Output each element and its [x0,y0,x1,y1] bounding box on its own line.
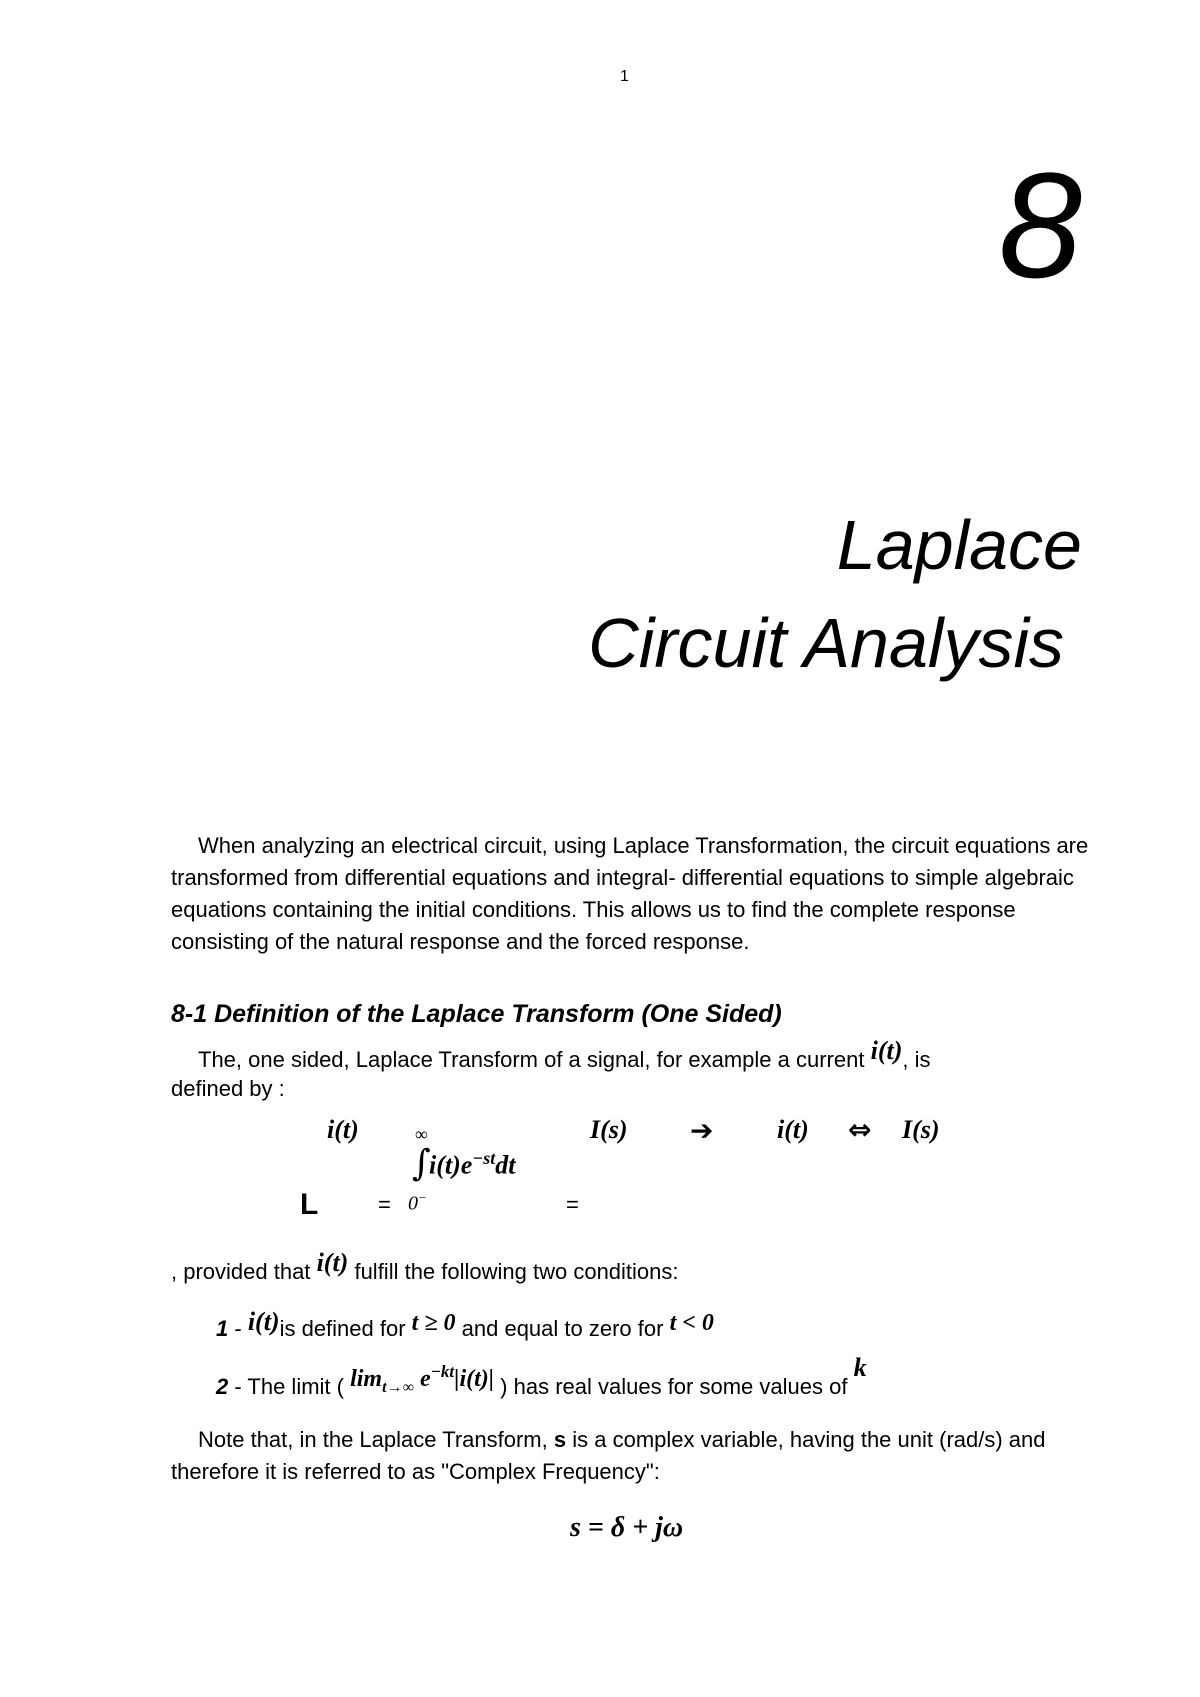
pair-Is: I(s) [902,1115,940,1144]
integrand-exponent: −st [472,1148,496,1168]
complex-frequency-equation: s = δ + jω [570,1512,684,1543]
condition-1-text1: is defined for [279,1316,406,1341]
lower-limit-value: 0 [408,1192,418,1215]
provided-line [171,1248,679,1286]
page-number: 1 [620,68,629,85]
abs-expression: |i(t)| [454,1366,495,1392]
chapter-title-line1: Laplace [836,506,1082,584]
condition-1-dash: - [228,1316,248,1341]
condition-2 [216,1353,867,1405]
chapter-title-line2: Circuit Analysis [588,604,1064,682]
condition-1-cond2: t < 0 [669,1310,714,1336]
eq-Is: I(s) [590,1115,628,1144]
note-text2: is a complex variable, having the unit (rad/s) and therefore it is referred to as "Complex Frequency": [171,1427,1046,1484]
lower-limit-sup: − [418,1190,427,1205]
condition-2-number: 2 [216,1374,229,1399]
double-arrow-icon: ⇔ [848,1113,872,1146]
condition-1-text2: and equal to zero for [461,1316,664,1341]
condition-1-cond1: t ≥ 0 [411,1310,456,1336]
lim-subscript: t→∞ [382,1378,414,1396]
integrand-dt: dt [495,1150,516,1180]
chapter-number: 8 [998,141,1082,309]
provided-text-after: fulfill the following two conditions: [354,1259,679,1284]
condition-1-number: 1 [216,1316,229,1341]
integrand [429,1148,515,1181]
definition-text-before: The, one sided, Laplace Transform of a signal, for example a current [198,1047,865,1072]
lim-word: lim [350,1366,383,1392]
condition-1-symbol: i(t) [247,1307,280,1336]
note-s-bold: s [553,1427,567,1452]
note-text1: Note that, in the Laplace Transform, [198,1427,548,1452]
exp-base: e [419,1366,431,1392]
right-arrow-icon: ➔ [690,1114,714,1147]
condition-2-k: k [853,1353,867,1382]
definition-line [198,1036,931,1074]
provided-text-before: , provided that [171,1259,311,1284]
condition-2-text2: ) has real values for some values of [500,1374,848,1399]
integrand-body: i(t)e [429,1150,473,1180]
eq-it: i(t) [327,1115,359,1144]
condition-1 [216,1307,714,1343]
eq-equals-1: = [378,1192,391,1217]
section-heading: 8-1 Definition of the Laplace Transform (One Sided) [171,1000,782,1028]
upper-limit: ∞ [415,1124,428,1144]
pair-it: i(t) [777,1115,809,1144]
current-symbol: i(t) [870,1036,903,1065]
provided-symbol: i(t) [316,1248,349,1277]
integral-sign: ∫ [412,1143,431,1184]
definition-text-after: , is [902,1047,931,1072]
laplace-operator: L [300,1188,319,1221]
eq-equals-2: = [566,1192,579,1217]
intro-paragraph: When analyzing an electrical circuit, using Laplace Transformation, the circuit equations are transformed from differential equations and integral- differential equations to simple algebraic equations containing the initial conditions. This allows us to find the complete response consisting of the natural response and the forced response. [171,833,1089,954]
condition-2-limit [350,1362,495,1396]
definition-line2: defined by : [171,1076,285,1101]
exp-power: −kt [430,1362,455,1381]
lower-limit [408,1190,427,1216]
note-paragraph [171,1424,1091,1488]
condition-2-text1: - The limit ( [228,1374,344,1399]
